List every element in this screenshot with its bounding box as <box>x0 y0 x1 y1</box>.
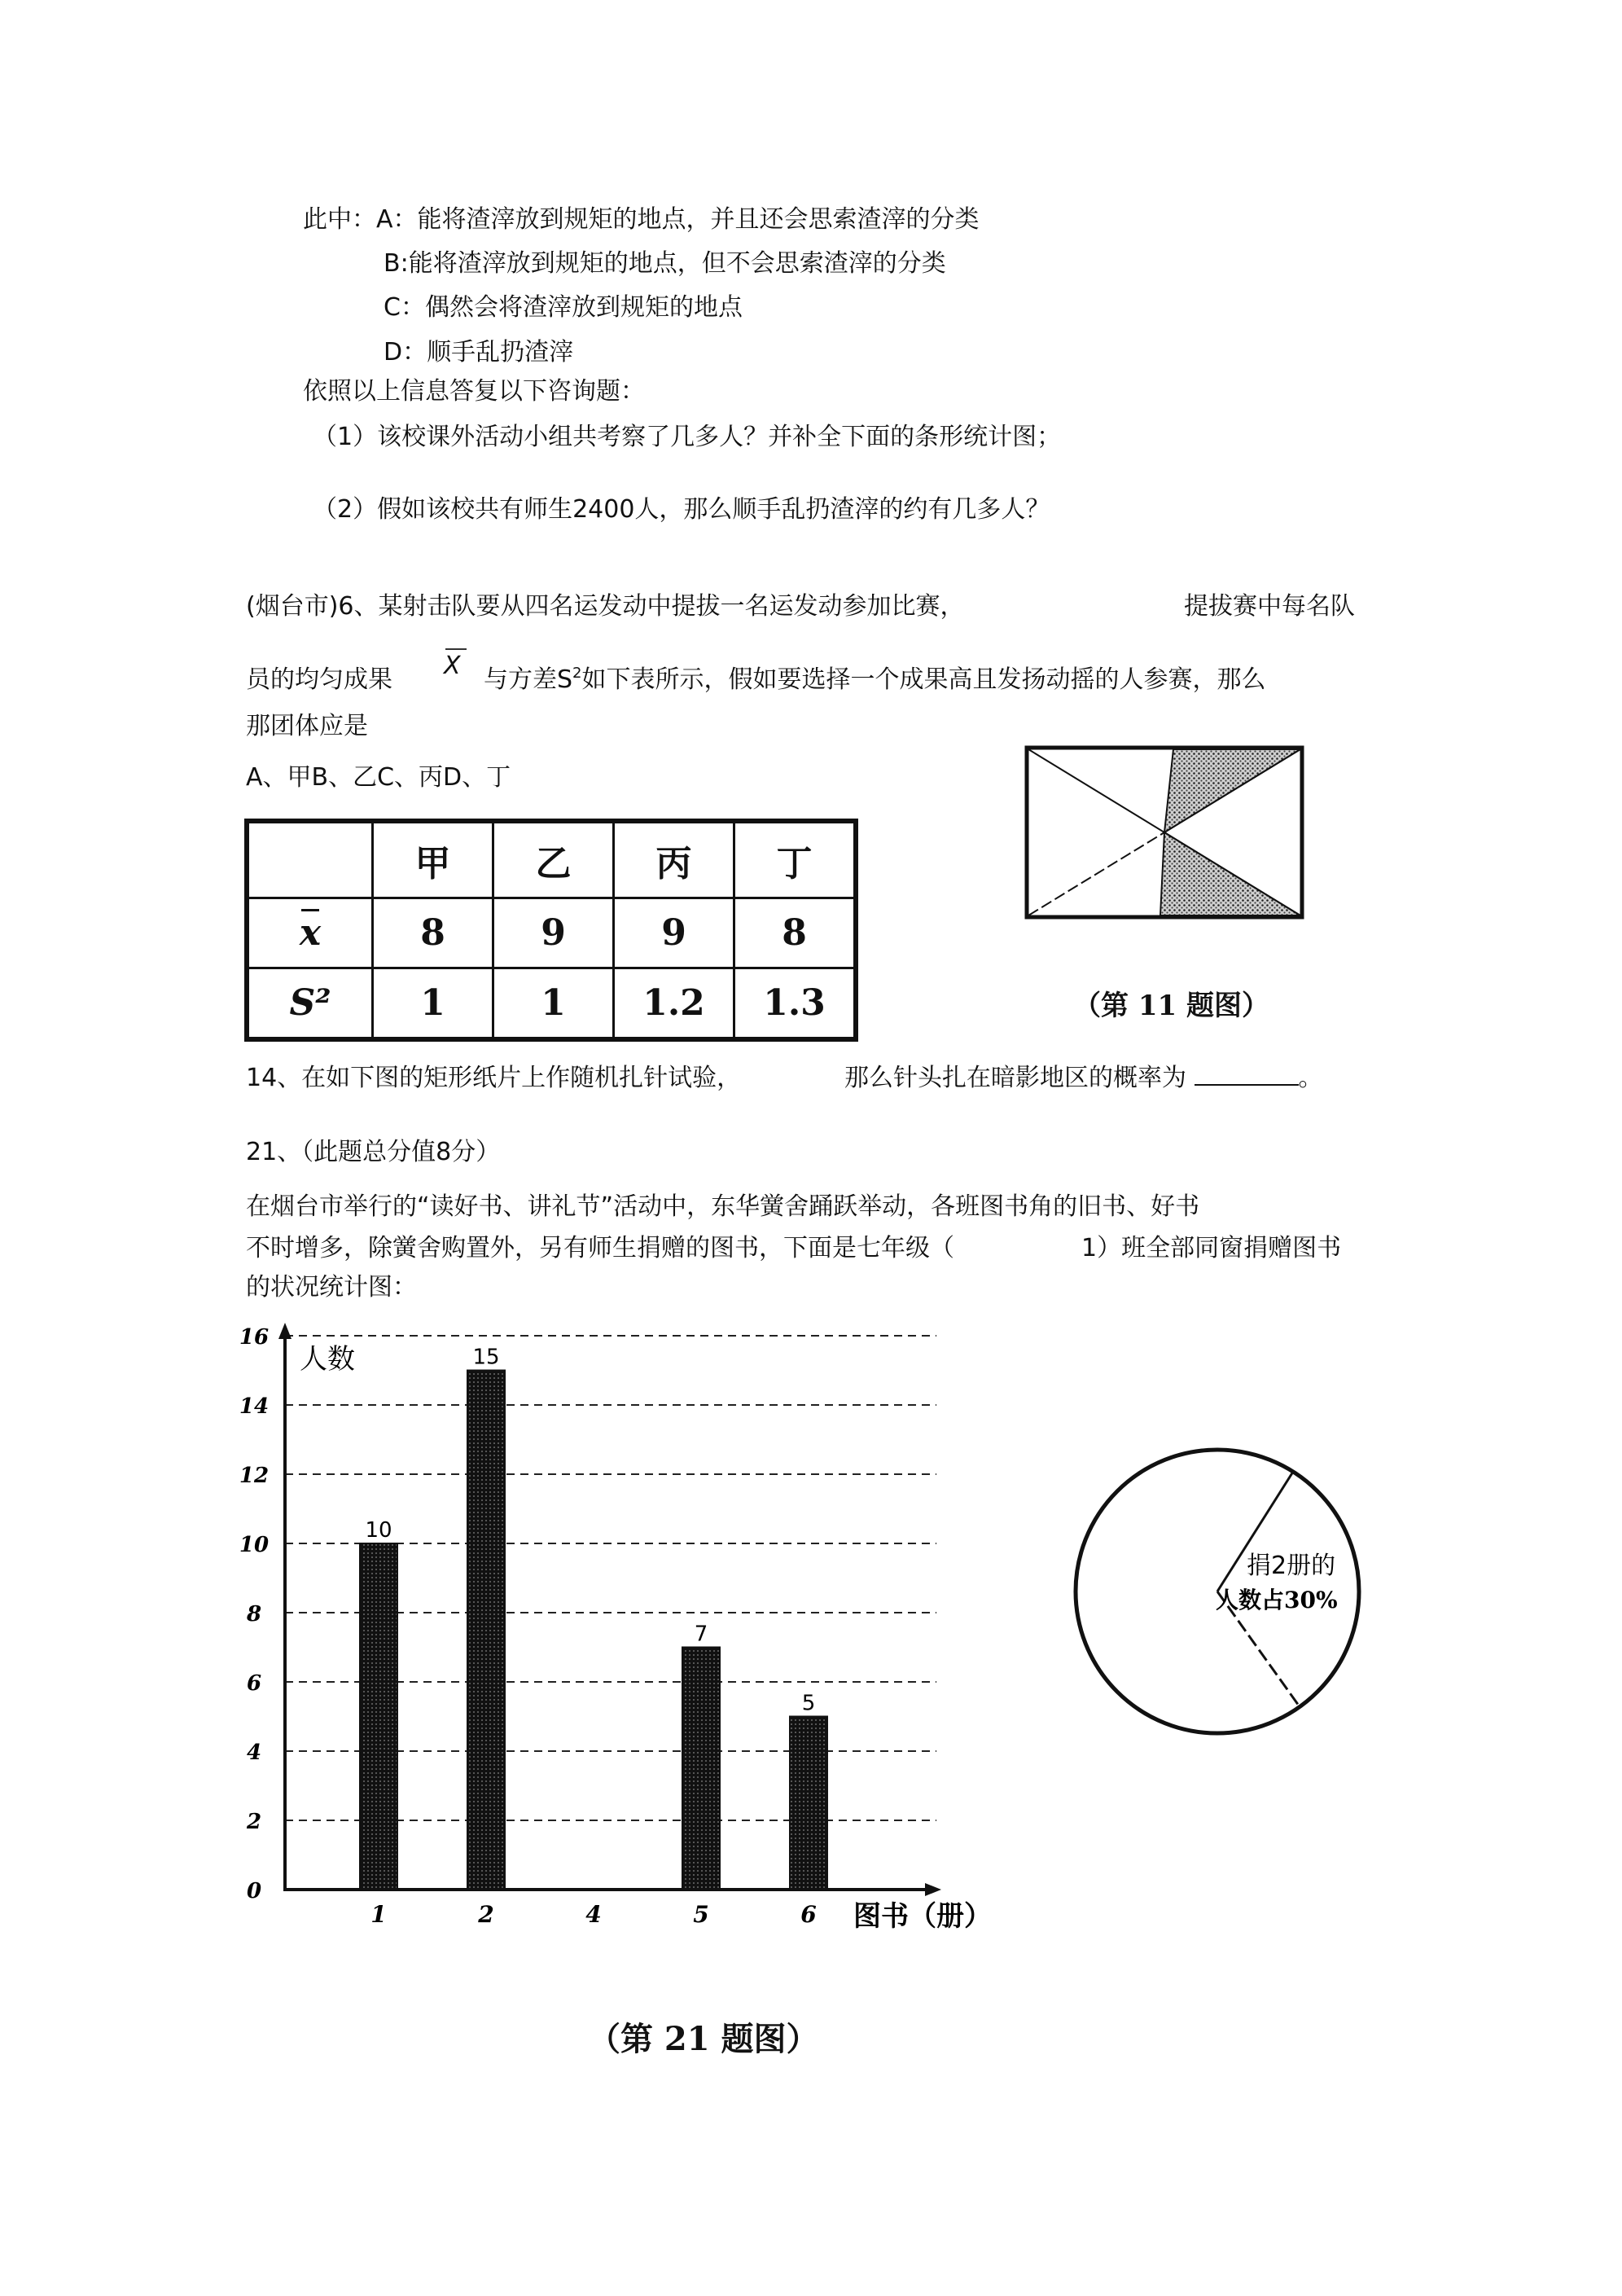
table-cell: 1 <box>493 968 614 1040</box>
option-b: B:能将渣滓放到规矩的地点，但不会思索渣滓的分类 <box>384 249 946 278</box>
table-cell: 9 <box>614 898 734 968</box>
x-tick-label: 2 <box>478 1901 494 1928</box>
y-tick-label: 16 <box>239 1325 270 1350</box>
table-cell: 8 <box>734 898 857 968</box>
table-header-row <box>247 821 856 898</box>
table-row-variance <box>247 968 856 1040</box>
table-cell: 9 <box>493 898 614 968</box>
q14-end: 。 <box>1298 1064 1323 1092</box>
table-cell: 8 <box>373 898 493 968</box>
q6-line1-a: (烟台市)6、某射击队要从四名运发动中提拔一名运发动参加比赛， <box>246 592 965 621</box>
x-tick-label: 4 <box>585 1901 602 1928</box>
row-label-variance: S² <box>247 968 373 1040</box>
q21-line3: 的状况统计图： <box>246 1273 417 1302</box>
option-a: 此中：A：能将渣滓放到规矩的地点，并且还会思索渣滓的分类 <box>303 205 980 234</box>
q6-line1-b: 提拔赛中每名队 <box>1184 592 1355 621</box>
figure-21-caption: （第 21 题图） <box>588 2020 819 2058</box>
table-header-cell: 丁 <box>734 821 857 898</box>
row-label-mean: x <box>247 898 373 968</box>
y-tick-label: 4 <box>246 1741 262 1765</box>
y-tick-label: 8 <box>246 1602 262 1627</box>
mean-symbol: X <box>444 652 461 680</box>
table-cell: 1.2 <box>614 968 734 1040</box>
table-row-mean <box>247 898 856 968</box>
q6-line2-a: 员的均匀成果 <box>246 665 392 694</box>
sub-question-1: （1）该校课外活动小组共考察了几多人？并补全下面的条形统计图； <box>313 423 1062 451</box>
q6-line3: 那团体应是 <box>246 712 368 740</box>
bar-data-label: 10 <box>365 1518 392 1543</box>
q21-line2-a: 不时增多，除黉舍购置外，另有师生捐赠的图书，下面是七年级（ <box>246 1234 954 1262</box>
option-d: D：顺手乱扔渣滓 <box>384 338 574 367</box>
x-tick-label: 6 <box>800 1901 817 1928</box>
table-corner <box>247 821 373 898</box>
y-tick-label: 2 <box>246 1810 262 1834</box>
x-tick-label: 5 <box>693 1901 709 1928</box>
q6-choices: A、甲B、乙C、丙D、丁 <box>246 763 511 792</box>
bar <box>682 1648 720 1890</box>
q21-line2-b: 1）班全部同窗捐赠图书 <box>1081 1234 1342 1262</box>
y-axis-arrow <box>278 1323 292 1339</box>
bar-data-label: 15 <box>472 1345 500 1370</box>
prompt-text: 依照以上信息答复以下咨询题： <box>303 377 645 406</box>
option-c: C：偶然会将渣滓放到规矩的地点 <box>384 293 743 322</box>
bar-data-label: 5 <box>801 1691 816 1716</box>
figure-11-caption: （第 11 题图） <box>1073 990 1269 1022</box>
x-tick-label: 1 <box>370 1901 387 1928</box>
q21-line1: 在烟台市举行的“读好书、讲礼节”活动中，东华黉舍踊跃举动，各班图书角的旧书、好书 <box>246 1192 1200 1221</box>
variance-label: 与方差S <box>484 665 573 694</box>
bar-chart <box>236 1319 992 1938</box>
x-axis-arrow <box>925 1883 941 1896</box>
variance-sup: 2 <box>572 665 582 682</box>
y-tick-label: 14 <box>239 1394 270 1419</box>
table-cell: 1.3 <box>734 968 857 1040</box>
table-header-cell: 乙 <box>493 821 614 898</box>
bar <box>790 1717 827 1890</box>
q14-text-a: 14、在如下图的矩形纸片上作随机扎针试验， <box>246 1064 742 1092</box>
q14-text-b: 那么针头扎在暗影地区的概率为 。 <box>844 1064 1323 1092</box>
answer-blank[interactable] <box>1195 1063 1299 1086</box>
y-tick-label: 6 <box>246 1671 262 1696</box>
x-axis-label: 图书（册） <box>853 1900 992 1933</box>
q21-header: 21、（此题总分值8分） <box>246 1138 501 1166</box>
bar-data-label: 7 <box>694 1622 708 1647</box>
y-tick-label: 0 <box>246 1879 262 1903</box>
pie-slice-label-2: 人数占30% <box>1216 1587 1338 1613</box>
q6-line2-c: 如下表所示，假如要选择一个成果高且发扬动摇的人参赛，那么 <box>581 665 1266 694</box>
y-tick-label: 10 <box>239 1533 270 1557</box>
table-header-cell: 甲 <box>373 821 493 898</box>
bar <box>467 1371 505 1890</box>
score-table <box>244 819 858 1042</box>
bar <box>360 1543 397 1890</box>
q6-line2-b <box>484 665 1266 699</box>
table-header-cell: 丙 <box>614 821 734 898</box>
rectangle-figure <box>1022 743 1309 922</box>
table-cell: 1 <box>373 968 493 1040</box>
y-axis-label: 人数 <box>300 1343 355 1376</box>
pie-slice-label-1: 捐2册的 <box>1247 1552 1336 1580</box>
pie-chart <box>1063 1409 1388 1767</box>
sub-question-2: （2）假如该校共有师生2400人，那么顺手乱扔渣滓的约有几多人？ <box>313 495 1050 524</box>
y-tick-label: 12 <box>239 1464 270 1488</box>
